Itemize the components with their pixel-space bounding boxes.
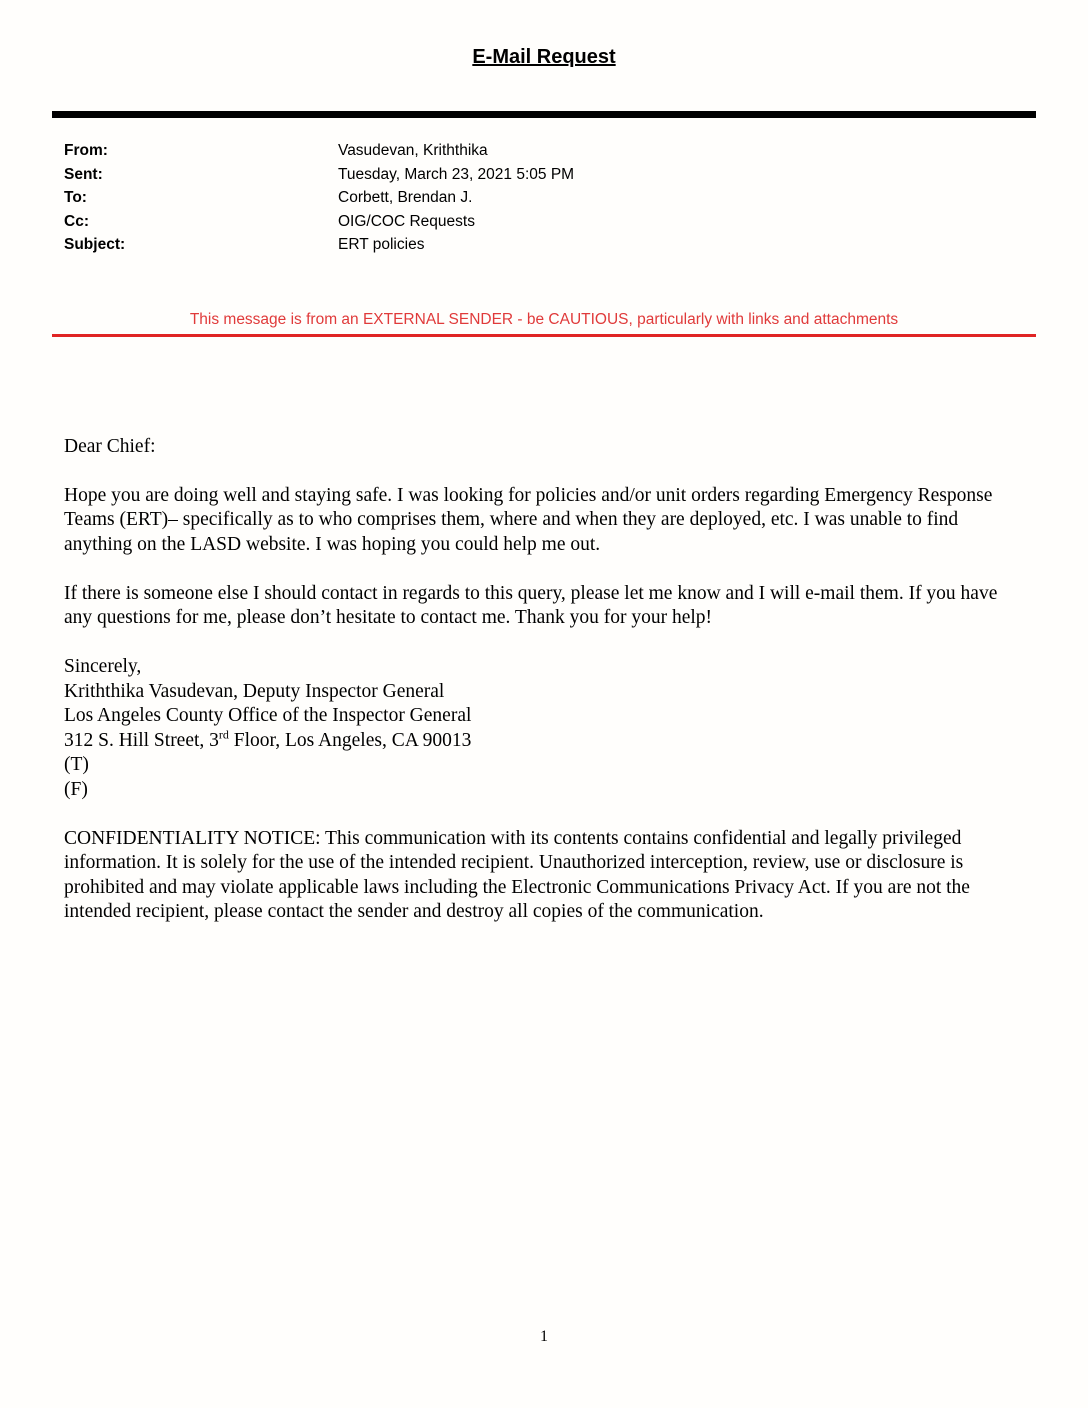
body-paragraph-1: Hope you are doing well and staying safe. I was looking for policies and/or unit orders regarding Emergency Response Teams (ERT)– specifically as to who comprises them, where and when they are deployed, etc. I was unable to find anything on the LASD website. I was hoping you could help me out.	[64, 484, 993, 555]
signature-fax: (F)	[64, 778, 88, 800]
field-row-cc	[64, 210, 1024, 234]
subject-label: Subject:	[64, 236, 126, 253]
external-warning-text: This message is from an EXTERNAL SENDER - be CAUTIOUS, particularly with links and attachments	[189, 310, 899, 328]
external-sender-warning	[0, 310, 1088, 329]
subject-value: ERT policies	[338, 236, 425, 253]
sent-label: Sent:	[64, 165, 103, 183]
signature-address-pre: 312 S. Hill Street, 3	[64, 729, 219, 751]
sent-value: Tuesday, March 23, 2021 5:05 PM	[338, 165, 575, 183]
signature-address-post: Floor, Los Angeles, CA 90013	[228, 729, 472, 751]
field-row-from	[64, 139, 1024, 163]
email-header-fields	[64, 139, 1024, 257]
signature-organization: Los Angeles County Office of the Inspector General	[64, 705, 472, 726]
confidentiality-notice: CONFIDENTIALITY NOTICE: This communication with its contents contains confidential and legally privileged information. It is solely for the use of the intended recipient. Unauthorized interception, review, use or disclosure is prohibited and may violate applicable laws including the Electronic Communications Privacy Act. If you are not the intended recipient, please contact the sender and destroy all copies of the communication.	[64, 827, 970, 922]
email-body	[64, 435, 1026, 925]
signature-closing: Sincerely,	[64, 656, 142, 677]
to-label: To:	[64, 189, 87, 206]
cc-value: OIG/COC Requests	[338, 212, 475, 230]
to-value: Corbett, Brendan J.	[338, 189, 473, 206]
signature-address-ordinal: rd	[218, 727, 229, 741]
signature-phone: (T)	[64, 754, 89, 775]
signature-block	[64, 655, 1026, 802]
warning-rule	[52, 334, 1036, 337]
salutation: Dear Chief:	[64, 435, 156, 457]
body-paragraph-2: If there is someone else I should contact in regards to this query, please let me know and I will e-mail them. If you have any questions for me, please don’t hesitate to contact me. Thank you for your help!	[64, 582, 998, 628]
document-title-text: E-Mail Request	[472, 46, 616, 68]
signature-address	[64, 729, 1026, 754]
from-value: Vasudevan, Kriththika	[338, 142, 488, 159]
field-row-to	[64, 186, 1024, 210]
document-title	[0, 0, 1088, 70]
cc-label: Cc:	[64, 212, 89, 230]
from-label: From:	[64, 142, 108, 159]
signature-name-title: Kriththika Vasudevan, Deputy Inspector General	[64, 680, 445, 702]
page-number: 1	[540, 1328, 548, 1345]
header-divider-rule	[52, 111, 1036, 118]
field-row-sent	[64, 163, 1024, 187]
field-row-subject	[64, 233, 1024, 257]
